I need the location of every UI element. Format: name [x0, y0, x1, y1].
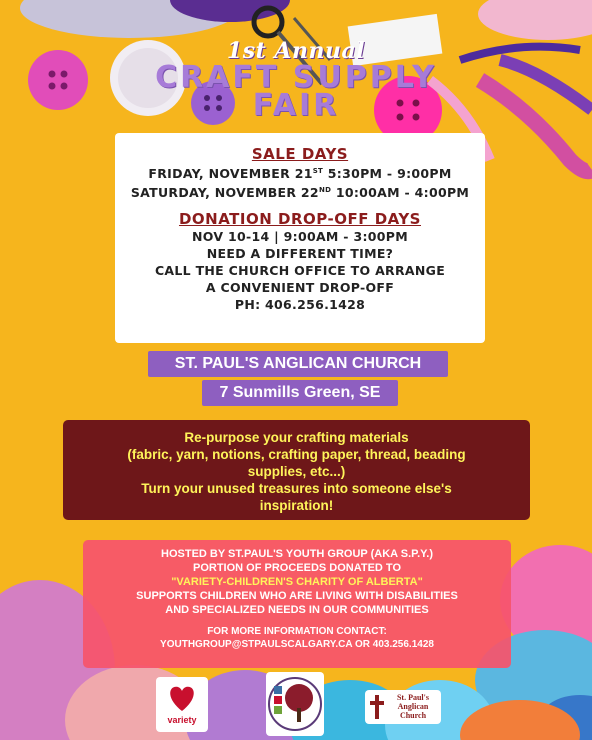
cross-icon — [370, 695, 384, 719]
contact-info[interactable]: YOUTHGROUP@STPAULSCALGARY.CA OR 403.256.1428 — [160, 639, 434, 650]
donation-line: NOV 10-14 | 9:00AM - 3:00PM — [192, 229, 408, 245]
hosted-box — [83, 540, 511, 668]
event-title — [0, 38, 592, 123]
church-logo — [365, 690, 441, 724]
contact-label: FOR MORE INFORMATION CONTACT: — [207, 626, 387, 637]
saturday-line: SATURDAY, NOVEMBER 22ND 10:00AM - 4:00PM — [130, 185, 470, 201]
hosted-line: HOSTED BY ST.PAUL'S YOUTH GROUP (AKA S.P.Y.) — [161, 548, 433, 560]
hosted-line: AND SPECIALIZED NEEDS IN OUR COMMUNITIES — [165, 604, 429, 616]
message-line: (fabric, yarn, notions, crafting paper, thread, beading — [127, 447, 466, 462]
message-line: Re-purpose your crafting materials — [184, 430, 409, 445]
hosted-line: PORTION OF PROCEEDS DONATED TO — [193, 562, 401, 574]
donation-line: A CONVENIENT DROP-OFF — [205, 280, 395, 296]
donation-line: NEED A DIFFERENT TIME? — [206, 246, 394, 262]
message-line: supplies, etc...) — [247, 464, 346, 479]
donation-phone: PH: 406.256.1428 — [234, 297, 366, 313]
variety-logo-text: variety — [167, 715, 197, 725]
charity-name: "VARIETY-CHILDREN'S CHARITY OF ALBERTA" — [171, 576, 423, 588]
church-logo-text: St. Paul's Anglican Church — [396, 693, 429, 720]
yarn-icon — [478, 0, 592, 40]
message-box — [63, 420, 530, 520]
donation-line: CALL THE CHURCH OFFICE TO ARRANGE — [154, 263, 446, 279]
venue-address: 7 Sunmills Green, SE — [202, 380, 398, 406]
message-line: inspiration! — [259, 498, 334, 513]
sale-days-heading: SALE DAYS — [251, 145, 349, 163]
title-line-3: FAIR — [252, 88, 340, 123]
variety-logo — [156, 677, 208, 732]
venue-name: ST. PAUL'S ANGLICAN CHURCH — [148, 351, 448, 377]
hosted-line: SUPPORTS CHILDREN WHO ARE LIVING WITH DISABILITIES — [136, 590, 458, 602]
friday-line: FRIDAY, NOVEMBER 21ST 5:30PM - 9:00PM — [148, 166, 452, 182]
title-line-2: CRAFT SUPPLY — [155, 60, 437, 95]
spy-logo — [266, 672, 324, 736]
schedule-box — [115, 133, 485, 343]
title-line-1: 1st Annual — [226, 38, 366, 64]
heart-icon — [170, 687, 194, 711]
donation-heading: DONATION DROP-OFF DAYS — [178, 210, 421, 229]
message-line: Turn your unused treasures into someone else's — [141, 481, 452, 496]
